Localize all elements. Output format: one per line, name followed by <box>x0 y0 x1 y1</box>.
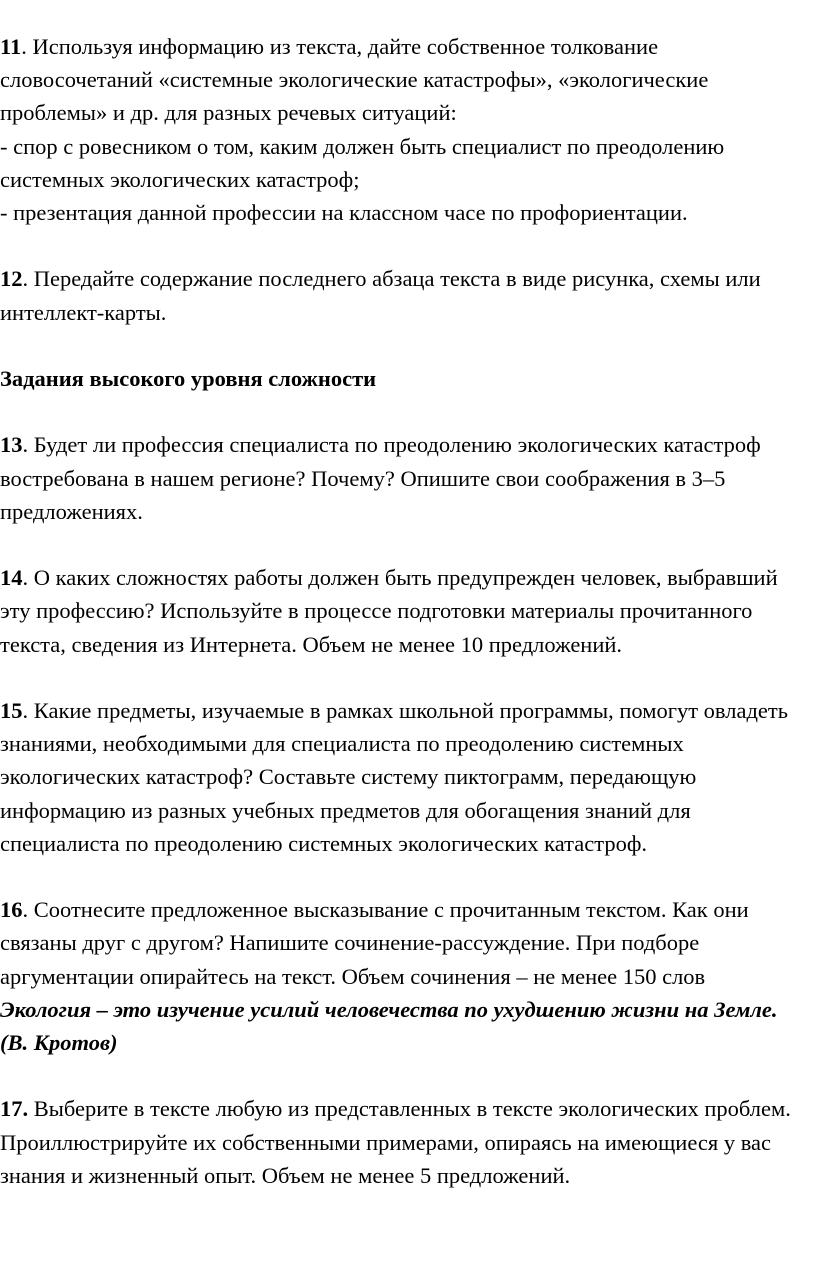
task-text: О каких сложностях работы должен быть предупрежден человек, выбравший эту профессию? Используйте в процессе подготовки материалы прочитанного текста, сведения из Интернета. Объем не менее 10 предложений. <box>0 565 778 657</box>
task-17 <box>0 1092 810 1192</box>
task-text: Какие предметы, изучаемые в рамках школьной программы, помогут овладеть знаниями, необходимыми для специалиста по преодолению системных экологических катастроф? Составьте систему пиктограмм, передающую информацию из разных учебных предметов для обогащения знаний для специалиста по преодолению системных экологических катастроф. <box>0 697 788 856</box>
task-text: Выберите в тексте любую из представленных в тексте экологических проблем. Проиллюстрируйте их собственными примерами, опираясь на имеющиеся у вас знания и жизненный опыт. Объем не менее 5 предложений. <box>0 1096 791 1188</box>
section-heading: Задания высокого уровня сложности <box>0 366 377 391</box>
task-text: Передайте содержание последнего абзаца текста в виде рисунка, схемы или интеллект-карты. <box>0 266 761 325</box>
task-14: 14. О каких сложностях работы должен быть предупрежден человек, выбравший эту профессию? Используйте в процессе подготовки материалы прочитанного текста, сведения из Интернета. Объем не менее 10 предложений. <box>0 565 778 657</box>
task-number: 15 <box>0 697 23 723</box>
task-12: 12. Передайте содержание последнего абзаца текста в виде рисунка, схемы или интеллект-карты. <box>0 266 761 325</box>
task-number: 16 <box>0 897 23 923</box>
task-number: 14 <box>0 565 23 591</box>
task-13: 13. Будет ли профессия специалиста по преодолению экологических катастроф востребована в нашем регионе? Почему? Опишите свои соображения в 3–5 предложениях. <box>0 432 761 524</box>
task-number: 17. <box>0 1096 29 1122</box>
task-11-line-1: 11. Используя информацию из текста, дайте собственное толкование словосочетаний «системные экологические катастрофы», «экологические проблемы» и др. для разных речевых ситуаций: <box>0 34 709 126</box>
task-text: Используя информацию из текста, дайте собственное толкование словосочетаний «системные экологические катастрофы», «экологические проблемы» и др. для разных речевых ситуаций: <box>0 34 709 126</box>
task-text: Будет ли профессия специалиста по преодолению экологических катастроф востребована в нашем регионе? Почему? Опишите свои соображения в 3–5 предложениях. <box>0 432 761 524</box>
task-number: 12 <box>0 266 23 292</box>
task-11-line-2: - спор с ровесником о том, каким должен быть специалист по преодолению системных экологических катастроф; <box>0 133 725 192</box>
task-number: 11 <box>0 34 22 59</box>
task-text: Соотнесите предложенное высказывание с прочитанным текстом. Как они связаны друг с другом? Напишите сочинение-рассуждение. При подборе аргументации опирайтесь на текст. Объем сочинения – не менее 150 слов <box>0 897 749 989</box>
task-16-quote: Экология – это изучение усилий человечества по ухудшению жизни на Земле. (В. Кротов) <box>0 996 778 1055</box>
task-11-line-3: - презентация данной профессии на классном часе по профориентации. <box>0 200 688 226</box>
task-16: 16. Соотнесите предложенное высказывание с прочитанным текстом. Как они связаны друг с другом? Напишите сочинение-рассуждение. При подборе аргументации опирайтесь на текст. Объем сочинения – не менее 150 слов Экология – это изучение усилий человечества по ухудшению жизни на Земле. (В. Кротов) <box>0 893 810 1059</box>
task-number: 13 <box>0 432 23 458</box>
task-15: 15. Какие предметы, изучаемые в рамках школьной программы, помогут овладеть знаниями, необходимыми для специалиста по преодолению системных экологических катастроф? Составьте систему пиктограмм, передающую информацию из разных учебных предметов для обогащения знаний для специалиста по преодолению системных экологических катастроф. <box>0 697 788 856</box>
task-11 <box>0 30 810 229</box>
